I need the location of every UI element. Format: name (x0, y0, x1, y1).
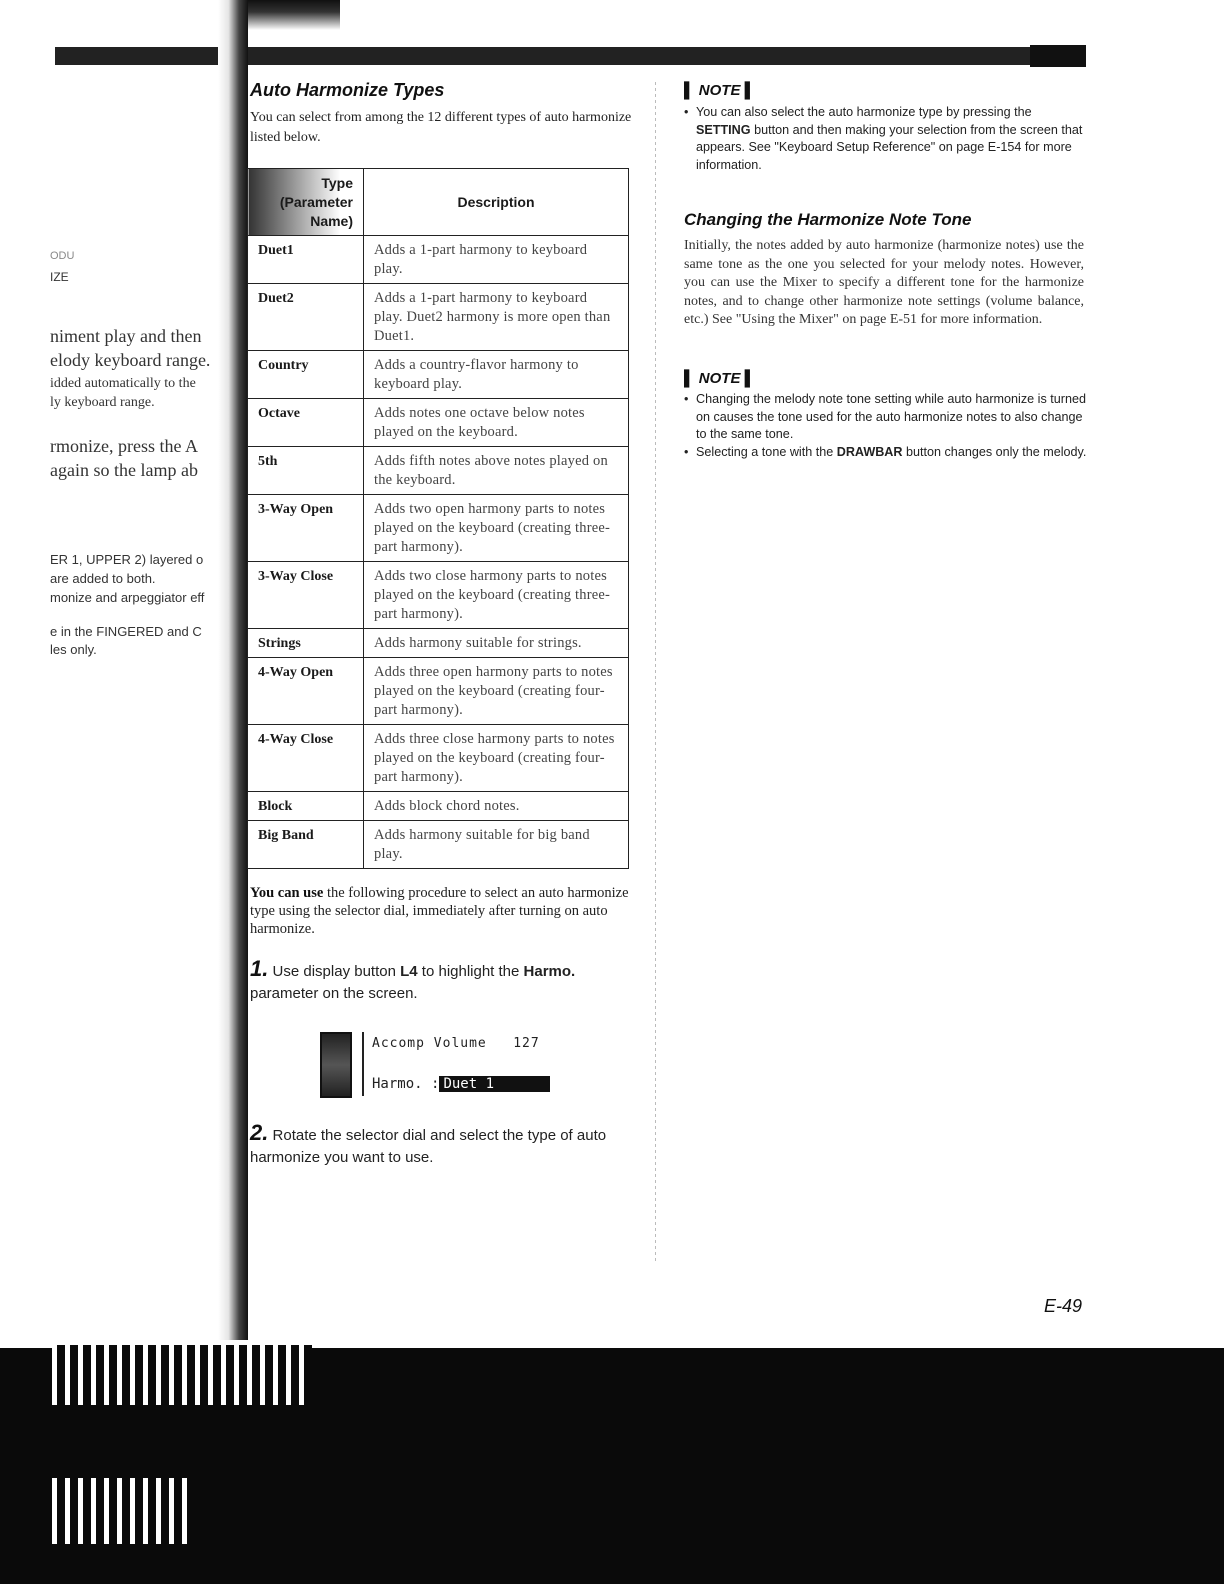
procedure-intro (250, 884, 634, 938)
step-number: 2. (250, 1120, 269, 1145)
lcd-separator (362, 1032, 364, 1096)
table-row (248, 351, 629, 399)
left-fragment: ER 1, UPPER 2) layered o (50, 552, 204, 567)
step-text: Use display button (272, 963, 396, 980)
note-heading-text: NOTE (698, 370, 741, 387)
type-name: 4-Way Close (248, 725, 364, 792)
note-text: Selecting a tone with the (696, 444, 834, 459)
subsection-title: Changing the Harmonize Note Tone (684, 210, 972, 229)
left-page-fragment (50, 200, 228, 680)
left-fragment: monize and arpeggiator eff (50, 590, 205, 605)
scan-page-edges (52, 1478, 192, 1544)
type-name: Big Band (248, 821, 364, 869)
type-description: Adds three close harmony parts to notes played on the keyboard (creating four-part harmony). (364, 725, 629, 792)
table-row (248, 495, 629, 562)
step-text: parameter on the screen. (250, 985, 418, 1002)
type-name: Strings (248, 629, 364, 658)
section-intro: You can select from among the 12 different types of auto harmonize listed below. (250, 110, 632, 145)
harmonize-types-table (247, 168, 629, 869)
step-2 (250, 1122, 635, 1169)
left-fragment: ODU (50, 250, 75, 262)
section-title: Auto Harmonize Types (250, 80, 445, 100)
left-fragment: idded automatically to the (50, 376, 196, 391)
note-item (696, 444, 1088, 462)
type-name: 4-Way Open (248, 658, 364, 725)
button-ref: DRAWBAR (836, 444, 903, 459)
param-ref: Harmo. (523, 963, 576, 980)
button-ref: SETTING (696, 122, 751, 137)
note-item: • Changing the melody note tone setting while auto harmonize is turned on causes the tone used for the auto harmonize notes to also change to the same tone. (696, 391, 1088, 444)
lcd-display (320, 1032, 550, 1102)
type-name: Duet1 (248, 236, 364, 284)
type-name: 3-Way Open (248, 495, 364, 562)
left-fragment: niment play and then (50, 326, 202, 346)
lcd-highlighted-value: Duet 1 (439, 1076, 550, 1092)
note-item (696, 104, 1088, 174)
left-fragment: elody keyboard range. (50, 350, 211, 370)
left-fragment: IZE (50, 270, 69, 284)
note-heading-text: NOTE (698, 82, 741, 99)
left-fragment: ly keyboard range. (50, 395, 155, 410)
lcd-line-2 (372, 1076, 550, 1092)
note-heading: ▌ NOTE ▌ (684, 370, 756, 387)
step-text: to highlight the (421, 963, 520, 980)
lcd-label: Harmo. : (372, 1076, 440, 1092)
display-button-icon (320, 1032, 352, 1098)
step-1 (250, 958, 635, 1005)
type-name: Duet2 (248, 284, 364, 351)
left-fragment: are added to both. (50, 571, 156, 586)
note-text: button changes only the melody. (906, 444, 1087, 459)
type-description: Adds a 1-part harmony to keyboard play. Duet2 harmony is more open than Duet1. (364, 284, 629, 351)
step-number: 1. (250, 956, 269, 981)
type-description: Adds two open harmony parts to notes played on the keyboard (creating three-part harmony). (364, 495, 629, 562)
header-band-cap (1030, 45, 1086, 67)
type-name: Country (248, 351, 364, 399)
note-1 (684, 104, 1088, 174)
note-2 (684, 391, 1088, 461)
column-divider (655, 82, 656, 1262)
table-row (248, 399, 629, 447)
table-row (248, 284, 629, 351)
table-row (248, 658, 629, 725)
table-header-type: Type (Parameter Name) (248, 169, 364, 236)
table-header-row (248, 169, 629, 236)
note-text: You can also select the auto harmonize type by pressing the (696, 105, 1032, 119)
type-name: Block (248, 792, 364, 821)
table-row (248, 629, 629, 658)
subsection-text: Initially, the notes added by auto harmonize (harmonize notes) use the same tone as the one you selected for your melody notes. However, you can use the Mixer to specify a different tone for the harmonize notes, and to change other harmonize note settings (volume balance, etc.) See "Using the Mixer" on page E-51 for more information. (684, 238, 1084, 327)
lcd-line-1: Accomp Volume 127 (372, 1036, 540, 1051)
type-name: 3-Way Close (248, 562, 364, 629)
table-header-description: Description (364, 169, 629, 236)
type-description: Adds notes one octave below notes played on the keyboard. (364, 399, 629, 447)
left-fragment: again so the lamp ab (50, 460, 198, 480)
type-description: Adds fifth notes above notes played on the keyboard. (364, 447, 629, 495)
table-row (248, 821, 629, 869)
type-description: Adds harmony suitable for strings. (364, 629, 629, 658)
type-description: Adds a country-flavor harmony to keyboard play. (364, 351, 629, 399)
note-text: button and then making your selection from the screen that appears. See "Keyboard Setup Reference" on page E-154 for more information. (696, 122, 1083, 172)
table-row (248, 562, 629, 629)
procedure-lead: You can use (250, 885, 324, 901)
table-row (248, 725, 629, 792)
type-description: Adds harmony suitable for big band play. (364, 821, 629, 869)
left-fragment: e in the FINGERED and C (50, 624, 202, 639)
type-name: Octave (248, 399, 364, 447)
book-spine (218, 0, 248, 1340)
left-fragment: rmonize, press the A (50, 436, 198, 456)
button-ref: L4 (400, 963, 418, 980)
step-text: Rotate the selector dial and select the type of auto harmonize you want to use. (250, 1127, 607, 1166)
table-row (248, 447, 629, 495)
header-band (55, 47, 1086, 65)
type-description: Adds a 1-part harmony to keyboard play. (364, 236, 629, 284)
note-heading: ▌ NOTE ▌ (684, 82, 756, 99)
table-row (248, 236, 629, 284)
page-number: E-49 (1044, 1296, 1083, 1316)
table-row (248, 792, 629, 821)
left-fragment: les only. (50, 642, 97, 657)
type-description: Adds block chord notes. (364, 792, 629, 821)
type-description: Adds three open harmony parts to notes played on the keyboard (creating four-part harmony). (364, 658, 629, 725)
scan-page-edges (52, 1345, 312, 1405)
type-description: Adds two close harmony parts to notes played on the keyboard (creating three-part harmony). (364, 562, 629, 629)
procedure-text: the following procedure to select an auto harmonize type using the selector dial, immediately after turning on auto harmonize. (250, 885, 629, 937)
type-name: 5th (248, 447, 364, 495)
